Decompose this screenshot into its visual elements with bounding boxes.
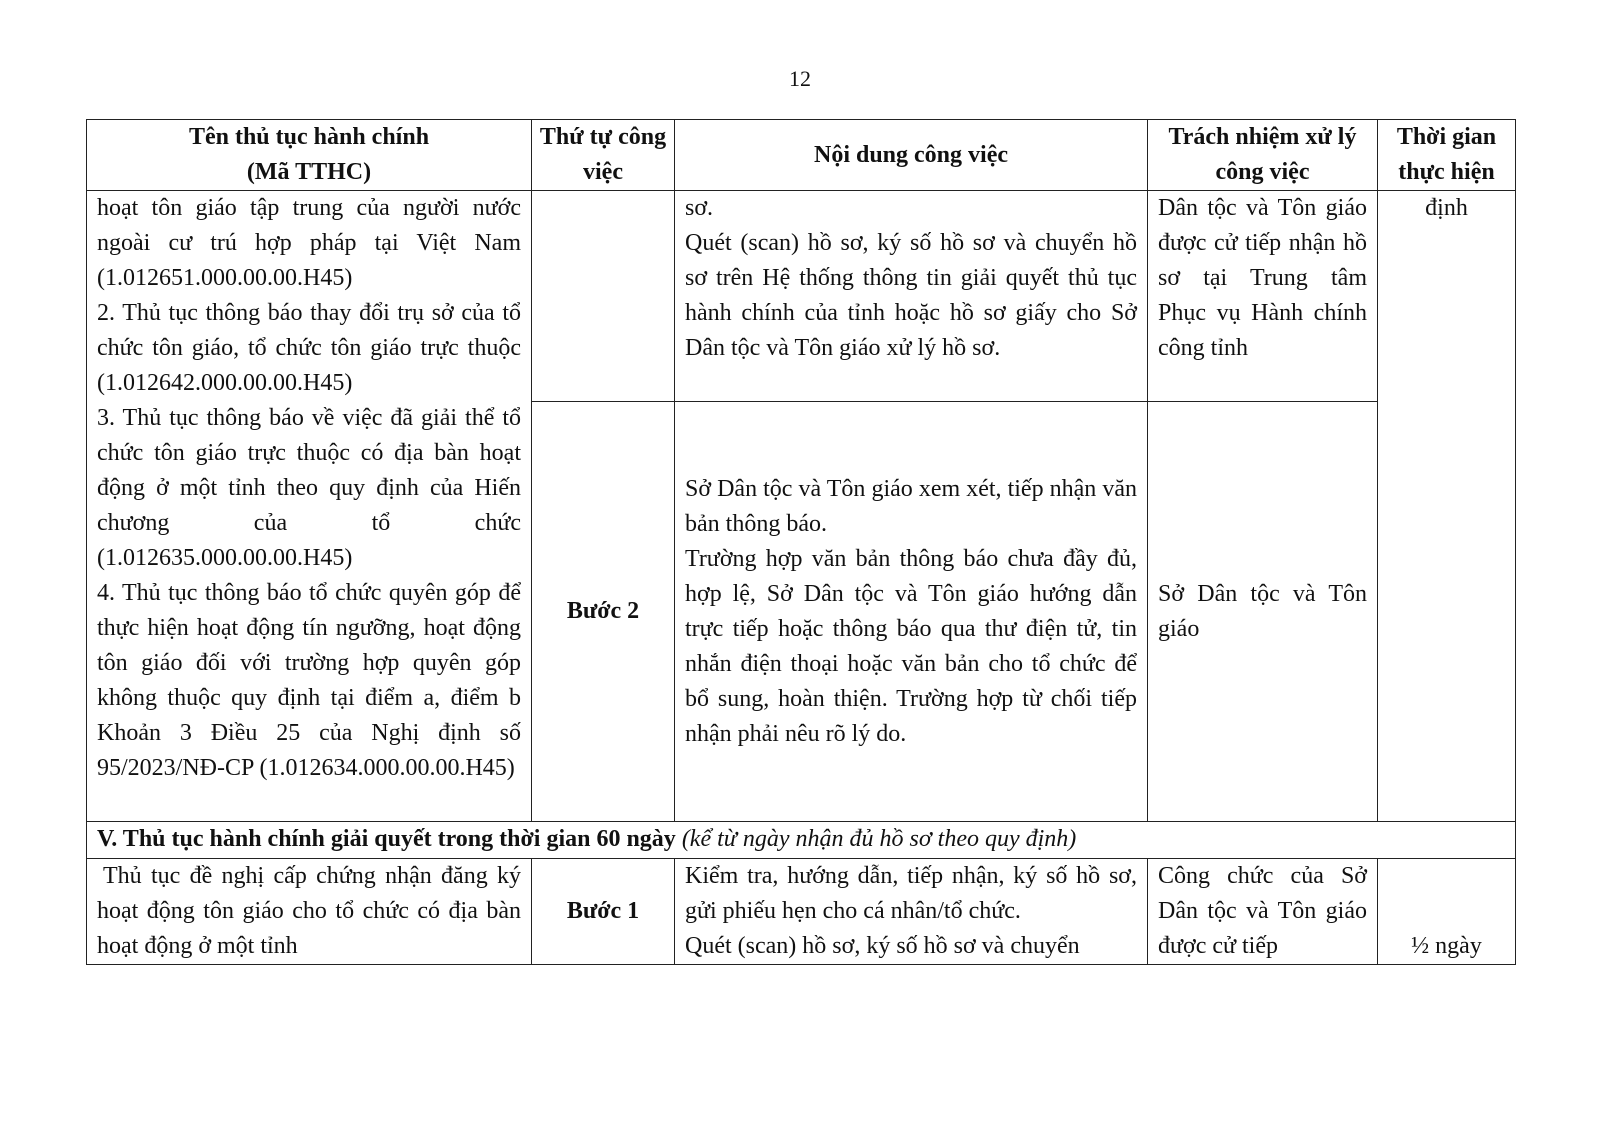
responsibility-cell: Sở Dân tộc và Tôn giáo bbox=[1148, 402, 1378, 822]
procedure-item: hoạt tôn giáo tập trung của người nước ngoài cư trú hợp pháp tại Việt Nam (1.012651.000.00.00.H45) bbox=[97, 195, 521, 291]
procedure-item: 2. Thủ tục thông báo thay đổi trụ sở của tổ chức tôn giáo, tổ chức tôn giáo trực thuộc (1.012642.000.00.00.H45) bbox=[97, 300, 521, 396]
header-duration: Thời gian thực hiện bbox=[1378, 120, 1516, 191]
table-row bbox=[87, 859, 1516, 965]
step-cell: Bước 1 bbox=[532, 859, 675, 965]
content-cell: Kiểm tra, hướng dẫn, tiếp nhận, ký số hồ sơ, gửi phiếu hẹn cho cá nhân/tổ chức. Quét (scan) hồ sơ, ký số hồ sơ và chuyển bbox=[675, 859, 1148, 965]
procedure-item: 3. Thủ tục thông báo về việc đã giải thể tổ chức tôn giáo trực thuộc có địa bàn hoạt động ở một tỉnh theo quy định của Hiến chương của tổ chức (1.012635.000.00.00.H45) bbox=[97, 405, 521, 571]
procedure-item: 4. Thủ tục thông báo tổ chức quyên góp để thực hiện hoạt động tín ngưỡng, hoạt động tôn giáo đối với trường hợp quyên góp không thuộc quy định tại điểm a, điểm b Khoản 3 Điều 25 của Nghị định số 95/2023/NĐ-CP (1.012634.000.00.00.H45) bbox=[97, 580, 521, 781]
step-cell: Bước 2 bbox=[532, 402, 675, 822]
page-number: 12 bbox=[789, 66, 811, 91]
header-responsibility: Trách nhiệm xử lý công việc bbox=[1148, 120, 1378, 191]
responsibility-cell: Công chức của Sở Dân tộc và Tôn giáo được cử tiếp bbox=[1148, 859, 1378, 965]
content-cell: Sở Dân tộc và Tôn giáo xem xét, tiếp nhận văn bản thông báo. Trường hợp văn bản thông báo chưa đầy đủ, hợp lệ, Sở Dân tộc và Tôn giáo hướng dẫn trực tiếp hoặc thông báo qua thư điện tử, tin nhắn điện thoại hoặc văn bản cho tổ chức để bổ sung, hoàn thiện. Trường hợp từ chối tiếp nhận phải nêu rõ lý do. bbox=[675, 402, 1148, 822]
header-content: Nội dung công việc bbox=[675, 120, 1148, 191]
table-row bbox=[87, 191, 1516, 402]
procedure-table bbox=[86, 119, 1516, 965]
header-procedure-name: Tên thủ tục hành chính (Mã TTHC) bbox=[87, 120, 532, 191]
section-title: V. Thủ tục hành chính giải quyết trong thời gian 60 ngày bbox=[97, 826, 676, 852]
section-note: (kể từ ngày nhận đủ hồ sơ theo quy định) bbox=[681, 826, 1077, 852]
section-header-row bbox=[87, 822, 1516, 859]
step-cell bbox=[532, 191, 675, 402]
section-header-cell bbox=[87, 822, 1516, 859]
procedure-list-cell bbox=[87, 191, 532, 822]
duration-cell: định bbox=[1378, 191, 1516, 822]
table-header-row bbox=[87, 120, 1516, 191]
procedure-name-cell: Thủ tục đề nghị cấp chứng nhận đăng ký hoạt động tôn giáo cho tổ chức có địa bàn hoạt động ở một tỉnh bbox=[87, 859, 532, 965]
duration-cell: ½ ngày bbox=[1378, 859, 1516, 965]
header-step-order: Thứ tự công việc bbox=[532, 120, 675, 191]
content-cell: sơ. Quét (scan) hồ sơ, ký số hồ sơ và chuyển hồ sơ trên Hệ thống thông tin giải quyết thủ tục hành chính của tỉnh hoặc hồ sơ giấy cho Sở Dân tộc và Tôn giáo xử lý hồ sơ. bbox=[675, 191, 1148, 402]
responsibility-cell: Dân tộc và Tôn giáo được cử tiếp nhận hồ sơ tại Trung tâm Phục vụ Hành chính công tỉnh bbox=[1148, 191, 1378, 402]
